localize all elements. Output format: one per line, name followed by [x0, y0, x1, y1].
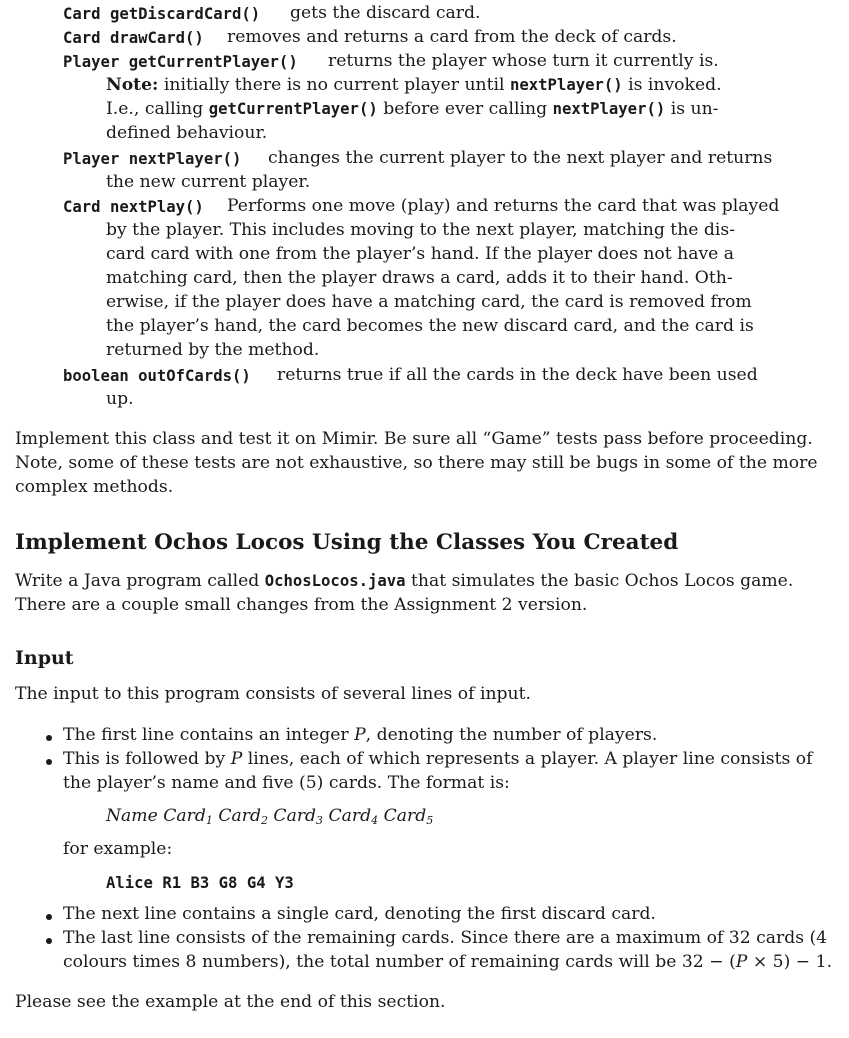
section-heading: Implement Ochos Locos Using the Classes You Created: [15, 530, 679, 555]
paragraph-text: that simulates the basic Ochos Locos game.: [411, 571, 794, 591]
math-var: P: [354, 725, 366, 745]
list-text: colours times 8 numbers), the total number of remaining cards will be 32 − (: [63, 952, 736, 972]
method-signature: Player getCurrentPlayer(): [63, 53, 298, 71]
list-item: The next line contains a single card, denoting the first discard card.: [63, 904, 656, 924]
method-description: returns the player whose turn it currently is.: [328, 51, 719, 71]
note-label: Note:: [106, 75, 159, 95]
format-card: Card$_2$: [218, 806, 268, 827]
bullet-dot: [46, 735, 52, 741]
method-signature: Card drawCard(): [63, 29, 204, 47]
method-description: up.: [106, 389, 134, 409]
method-description: changes the current player to the next player and returns: [268, 148, 773, 168]
note-text: is invoked.: [628, 75, 722, 95]
method-description: by the player. This includes moving to the next player, matching the dis-: [106, 220, 736, 240]
method-note-line: [106, 75, 722, 95]
method-description: Performs one move (play) and returns the card that was played: [227, 196, 780, 216]
method-note-line: defined behaviour.: [106, 123, 268, 143]
method-description: removes and returns a card from the deck of cards.: [227, 27, 677, 47]
list-text: lines, each of which represents a player. A player line consists of: [247, 749, 813, 769]
method-description: returns true if all the cards in the deck have been used: [277, 365, 758, 385]
subsection-heading: Input: [15, 647, 74, 669]
paragraph-line: Note, some of these tests are not exhaustive, so there may still be bugs in some of the more: [15, 453, 818, 473]
method-signature: Player nextPlayer(): [63, 150, 242, 168]
format-card: Card$_3$: [273, 806, 324, 827]
list-item: [63, 725, 657, 745]
format-line: [106, 806, 433, 827]
paragraph-line: There are a couple small changes from the Assignment 2 version.: [15, 595, 588, 615]
format-card: Card$_1$: [163, 806, 213, 827]
paragraph-text: Write a Java program called: [15, 571, 260, 591]
method-description: the new current player.: [106, 172, 311, 192]
note-code: nextPlayer(): [509, 76, 623, 94]
note-code: getCurrentPlayer(): [208, 100, 378, 118]
method-description: card card with one from the player’s hand. If the player does not have a: [106, 244, 735, 264]
method-description: matching card, then the player draws a card, adds it to their hand. Oth-: [106, 268, 733, 288]
math-var: P: [735, 952, 748, 972]
list-text: the player’s name and five (5) cards. The format is:: [63, 773, 510, 793]
inline-code: OchosLocos.java: [264, 572, 406, 590]
list-text: × 5) − 1.: [747, 952, 833, 972]
format-card: Card$_4$: [328, 806, 379, 827]
note-text: is un-: [670, 99, 719, 119]
list-text: [63, 952, 832, 972]
format-name: Name: [106, 806, 158, 826]
method-signature: Card nextPlay(): [63, 198, 204, 216]
paragraph-line: Implement this class and test it on Mimir. Be sure all “Game” tests pass before proceeding.: [15, 429, 813, 449]
example-line: Alice R1 B3 G8 G4 Y3: [106, 874, 294, 892]
bullet-dot: [46, 938, 52, 944]
list-text: , denoting the number of players.: [365, 725, 658, 745]
closing-line: Please see the example at the end of this section.: [15, 992, 446, 1012]
list-item: The last line consists of the remaining cards. Since there are a maximum of 32 cards (4: [63, 928, 828, 948]
paragraph-line: complex methods.: [15, 477, 174, 497]
method-description: erwise, if the player does have a matching card, the card is removed from: [106, 292, 752, 312]
method-signature: Card getDiscardCard(): [63, 5, 261, 23]
list-item: [63, 749, 813, 769]
method-description: gets the discard card.: [290, 3, 481, 23]
method-signature: boolean outOfCards(): [63, 367, 251, 385]
method-description: returned by the method.: [106, 340, 320, 360]
list-text: for example:: [63, 839, 173, 859]
format-card: Card$_5$: [383, 806, 434, 827]
bullet-dot: [46, 759, 52, 765]
paragraph-line: [15, 571, 793, 591]
note-text: before ever calling: [383, 99, 548, 119]
note-text: initially there is no current player until: [163, 75, 505, 95]
list-text: The first line contains an integer: [63, 725, 349, 745]
method-description: the player’s hand, the card becomes the new discard card, and the card is: [106, 316, 754, 336]
math-var: P: [230, 749, 243, 769]
input-intro: The input to this program consists of several lines of input.: [15, 684, 531, 704]
note-text: I.e., calling: [106, 99, 204, 119]
bullet-dot: [46, 914, 52, 920]
method-note-line: [106, 99, 718, 119]
list-text: This is followed by: [63, 749, 226, 769]
note-code: nextPlayer(): [552, 100, 666, 118]
